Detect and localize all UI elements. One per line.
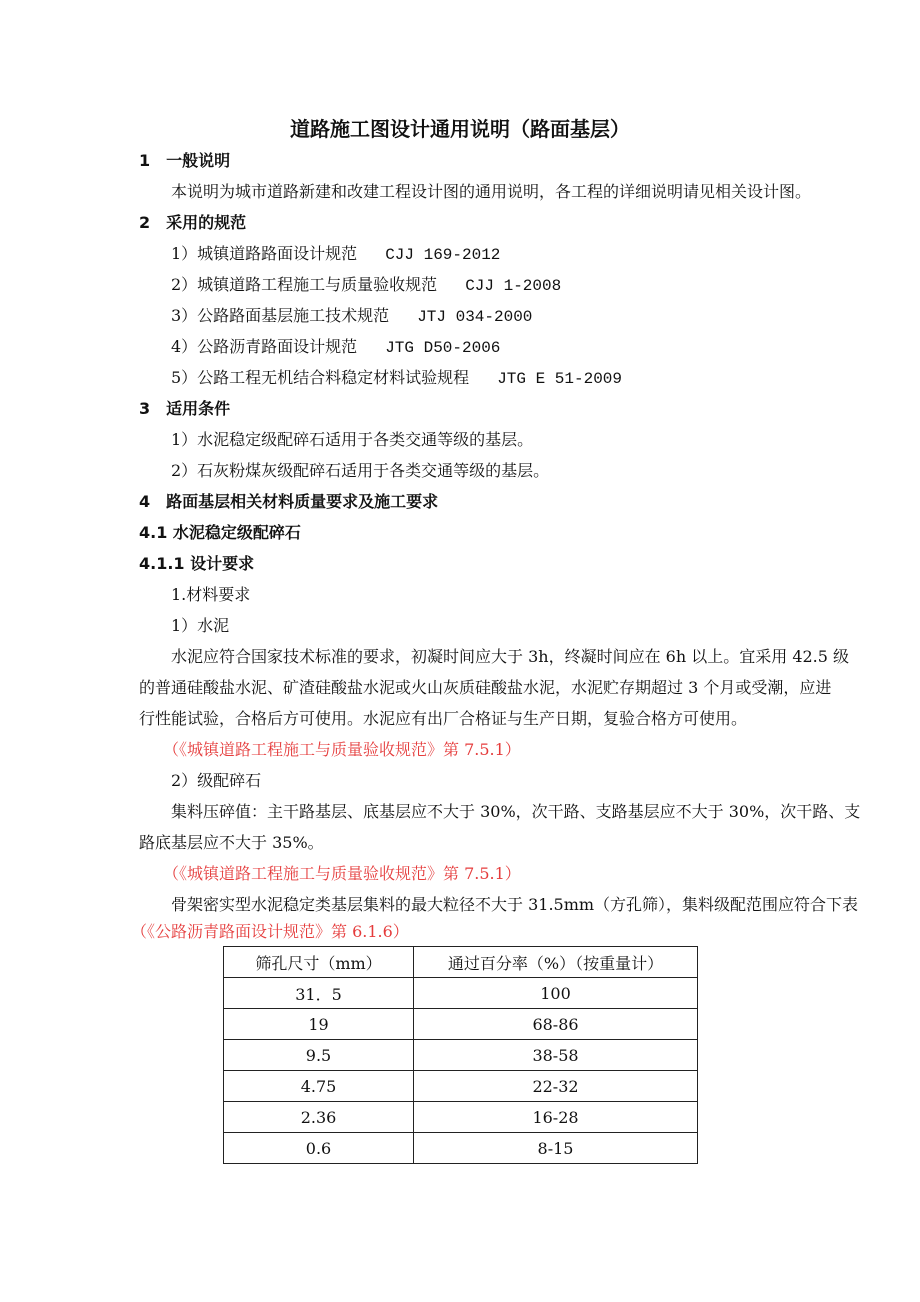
spec-item-label: 4）公路沥青路面设计规范 bbox=[171, 337, 358, 356]
spec-item-label: 2）城镇道路工程施工与质量验收规范 bbox=[171, 275, 438, 294]
document-title: 道路施工图设计通用说明（路面基层） bbox=[290, 117, 630, 141]
spec-item-label: 5）公路工程无机结合料稳定材料试验规程 bbox=[171, 368, 470, 387]
table-header-row bbox=[224, 947, 698, 978]
table-cell: 38-58 bbox=[414, 1040, 698, 1071]
table-row bbox=[224, 1009, 698, 1040]
material-requirements-heading: 1.材料要求 bbox=[171, 585, 251, 604]
table-cell: 22-32 bbox=[414, 1071, 698, 1102]
table-cell: 100 bbox=[414, 978, 698, 1009]
spec-item bbox=[171, 306, 532, 327]
table-header-cell: 筛孔尺寸（mm） bbox=[224, 947, 414, 978]
table-row bbox=[224, 1102, 698, 1133]
spec-item-code: JTJ 034-2000 bbox=[417, 308, 533, 326]
section-4-heading: 4 路面基层相关材料质量要求及施工要求 bbox=[139, 492, 439, 511]
table-cell: 8-15 bbox=[414, 1133, 698, 1164]
reference-note: （《城镇道路工程施工与质量验收规范》第 7.5.1） bbox=[163, 740, 521, 759]
section-3-heading: 3 适用条件 bbox=[139, 399, 231, 418]
table-cell: 9.5 bbox=[224, 1040, 414, 1071]
spec-item-code: CJJ 1-2008 bbox=[465, 277, 562, 295]
section-1-text: 本说明为城市道路新建和改建工程设计图的通用说明，各工程的详细说明请见相关设计图。 bbox=[171, 182, 812, 201]
spec-item-code: CJJ 169-2012 bbox=[385, 246, 501, 264]
gravel-paragraph-line: 路底基层应不大于 35%。 bbox=[139, 833, 324, 852]
table-row bbox=[224, 1040, 698, 1071]
section-2-heading: 2 采用的规范 bbox=[139, 213, 247, 232]
gravel-paragraph-line: 集料压碎值：主干路基层、底基层应不大于 30%，次干路、支路基层应不大于 30%，次干路、支 bbox=[171, 802, 861, 821]
condition-item: 2）石灰粉煤灰级配碎石适用于各类交通等级的基层。 bbox=[171, 461, 550, 480]
section-1-heading: 1 一般说明 bbox=[139, 151, 231, 170]
spec-item bbox=[171, 275, 561, 296]
gradation-table bbox=[223, 946, 698, 1164]
table-cell: 4.75 bbox=[224, 1071, 414, 1102]
cement-paragraph-line: 行性能试验，合格后方可使用。水泥应有出厂合格证与生产日期，复验合格方可使用。 bbox=[139, 709, 748, 728]
table-row bbox=[224, 1133, 698, 1164]
skeleton-paragraph-line: 骨架密实型水泥稳定类基层集料的最大粒径不大于 31.5mm（方孔筛），集料级配范围应符合下表 bbox=[171, 895, 859, 914]
cement-paragraph-line: 水泥应符合国家技术标准的要求，初凝时间应大于 3h，终凝时间应在 6h 以上。宜采用 42.5 级 bbox=[171, 647, 850, 666]
spec-item bbox=[171, 368, 622, 389]
table-row bbox=[224, 978, 698, 1009]
spec-item-label: 3）公路路面基层施工技术规范 bbox=[171, 306, 390, 325]
condition-item: 1）水泥稳定级配碎石适用于各类交通等级的基层。 bbox=[171, 430, 534, 449]
table-cell: 2.36 bbox=[224, 1102, 414, 1133]
table-cell: 16-28 bbox=[414, 1102, 698, 1133]
reference-note: （《城镇道路工程施工与质量验收规范》第 7.5.1） bbox=[163, 864, 521, 883]
section-4-1-heading: 4.1 水泥稳定级配碎石 bbox=[139, 523, 301, 542]
spec-item-code: JTG D50-2006 bbox=[385, 339, 501, 357]
table-cell: 68-86 bbox=[414, 1009, 698, 1040]
table-cell: 31．5 bbox=[224, 978, 414, 1009]
table-cell: 0.6 bbox=[224, 1133, 414, 1164]
table-header-cell: 通过百分率（%）（按重量计） bbox=[414, 947, 698, 978]
section-4-1-1-heading: 4.1.1 设计要求 bbox=[139, 554, 255, 573]
spec-item bbox=[171, 337, 500, 358]
cement-heading: 1）水泥 bbox=[171, 616, 230, 635]
table-cell: 19 bbox=[224, 1009, 414, 1040]
spec-item bbox=[171, 244, 500, 265]
table-row bbox=[224, 1071, 698, 1102]
reference-note: （《公路沥青路面设计规范》第 6.1.6） bbox=[131, 922, 409, 941]
gravel-heading: 2）级配碎石 bbox=[171, 771, 262, 790]
spec-item-code: JTG E 51-2009 bbox=[497, 370, 623, 388]
spec-item-label: 1）城镇道路路面设计规范 bbox=[171, 244, 358, 263]
cement-paragraph-line: 的普通硅酸盐水泥、矿渣硅酸盐水泥或火山灰质硅酸盐水泥，水泥贮存期超过 3 个月或受潮，应进 bbox=[139, 678, 832, 697]
